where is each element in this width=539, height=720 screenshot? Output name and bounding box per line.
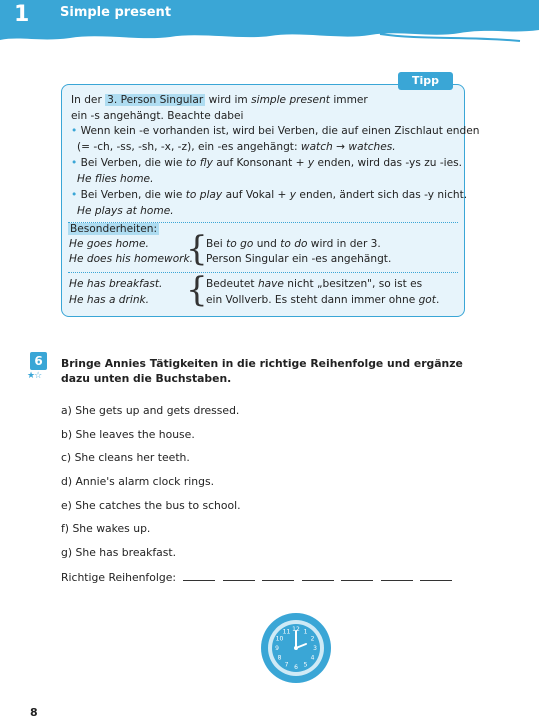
exercise-instruction: Bringe Annies Tätigkeiten in die richtige Reihenfolge und ergänze dazu unten die Buchstaben.: [61, 357, 463, 385]
exercise-number-badge: 6: [30, 352, 47, 370]
example-does: He does his homework.: [69, 253, 194, 265]
exercise-item-f: f) She wakes up.: [61, 522, 151, 535]
answer-blank-4[interactable]: [302, 570, 334, 581]
example-watch: watch: [300, 141, 333, 153]
order-label: Richtige Reihenfolge:: [61, 571, 176, 584]
highlight-third-person: 3. Person Singular: [107, 94, 204, 106]
clock-number: 8: [277, 654, 282, 662]
exercise-item-g: g) She has breakfast.: [61, 546, 177, 559]
special-2-line2-post: .: [435, 294, 440, 306]
special-1-text-line2: Person Singular ein -es angehängt.: [206, 253, 392, 265]
clock-number: 3: [313, 645, 317, 652]
brace-icon: {: [186, 270, 208, 310]
special-2-line2-pre: ein Vollverb. Es steht dann immer ohne: [206, 294, 419, 306]
letter-y: y: [289, 189, 297, 201]
alarm-clock-icon: [258, 610, 334, 686]
answer-blank-7[interactable]: [420, 570, 452, 581]
answer-blank-2[interactable]: [223, 570, 255, 581]
clock-number: 6: [294, 664, 298, 671]
example-plays: He plays at home.: [77, 205, 174, 217]
special-1-post: wird in der 3.: [307, 238, 381, 250]
clock-number: 4: [310, 654, 315, 662]
tip-intro-mid: wird im: [205, 94, 252, 106]
tip-intro-line1: [71, 93, 368, 107]
divider: [68, 272, 458, 273]
special-2-pre: Bedeutet: [206, 278, 258, 290]
special-label: [68, 222, 159, 236]
letter-y: y: [307, 157, 315, 169]
tip-bullet-3: [71, 188, 467, 202]
answer-blank-5[interactable]: [341, 570, 373, 581]
special-1-text-line1: [206, 237, 381, 251]
example-has-drink: He has a drink.: [69, 294, 150, 306]
special-1-example-2: [69, 252, 193, 266]
tip-intro-simple-present: simple present: [251, 94, 330, 106]
special-1-mid: und: [253, 238, 281, 250]
clock-number: 2: [310, 635, 315, 643]
arrow-right-icon: →: [336, 141, 346, 153]
example-have: have: [257, 278, 284, 290]
clock-number: 12: [292, 626, 300, 633]
example-watches: watches.: [348, 141, 396, 153]
bullet-icon: •: [71, 189, 78, 201]
special-2-example-2: [69, 293, 149, 307]
tip-intro-pre: In der: [71, 94, 106, 106]
exercise-item-b: b) She leaves the house.: [61, 428, 195, 441]
tip-bullet-3-example: [77, 204, 174, 218]
exercise-item-d: d) Annie's alarm clock rings.: [61, 475, 215, 488]
example-goes: He goes home.: [69, 238, 149, 250]
difficulty-stars-icon: ★☆: [27, 371, 42, 381]
tip-bullet-2-post: enden, wird das -ys zu -ies.: [314, 157, 463, 169]
bullet-icon: •: [71, 157, 78, 169]
example-got: got: [418, 294, 436, 306]
example-to-play: to play: [185, 189, 223, 201]
order-row: [61, 570, 452, 584]
answer-blank-3[interactable]: [262, 570, 294, 581]
special-2-post: nicht „besitzen", so ist es: [283, 278, 423, 290]
unit-number: 1: [14, 2, 30, 27]
special-1-example-1: [69, 237, 149, 251]
tip-bullet-3-pre: Bei Verben, die wie: [80, 189, 186, 201]
example-to-do: to do: [280, 238, 308, 250]
tip-intro-line2: ein -s angehängt. Beachte dabei: [71, 110, 244, 122]
tip-bullet-2-mid: auf Konsonant +: [212, 157, 308, 169]
tip-bullet-3-mid: auf Vokal +: [222, 189, 290, 201]
special-2-example-1: [69, 277, 162, 291]
special-label-text: Besonderheiten:: [70, 223, 158, 235]
bullet-icon: •: [71, 125, 78, 137]
clock-number: 7: [284, 661, 289, 669]
tip-bullet-1-pre: (= -ch, -ss, -sh, -x, -z), ein -es angehängt:: [77, 141, 301, 153]
brace-icon: {: [186, 229, 208, 269]
tip-intro-post: immer: [329, 94, 368, 106]
example-to-go: to go: [226, 238, 254, 250]
tip-bullet-1-line2: [77, 140, 396, 154]
special-2-text-line1: [206, 277, 422, 291]
special-1-pre: Bei: [206, 238, 227, 250]
example-flies: He flies home.: [77, 173, 154, 185]
clock-number: 1: [303, 628, 308, 636]
example-has-breakfast: He has breakfast.: [69, 278, 163, 290]
tip-bullet-2: [71, 156, 462, 170]
clock-number: 10: [275, 635, 284, 643]
tip-bullet-2-pre: Bei Verben, die wie: [80, 157, 186, 169]
exercise-item-e: e) She catches the bus to school.: [61, 499, 241, 512]
example-to-fly: to fly: [185, 157, 213, 169]
tip-label: Tipp: [398, 72, 453, 90]
clock-number: 5: [303, 661, 308, 669]
unit-header: [0, 0, 539, 40]
special-2-text-line2: [206, 293, 439, 307]
page-number: 8: [30, 706, 38, 719]
answer-blank-1[interactable]: [183, 570, 215, 581]
tip-bullet-2-example: [77, 172, 153, 186]
answer-blank-6[interactable]: [381, 570, 413, 581]
exercise-item-a: a) She gets up and gets dressed.: [61, 404, 240, 417]
exercise-item-c: c) She cleans her teeth.: [61, 451, 190, 464]
tip-bullet-3-post: enden, ändert sich das -y nicht.: [296, 189, 468, 201]
tip-bullet-1-line1: Wenn kein -e vorhanden ist, wird bei Verben, die auf einen Zischlaut enden: [80, 125, 480, 137]
clock-number: 9: [275, 645, 279, 652]
tip-bullet-1: [71, 124, 479, 138]
unit-title: Simple present: [60, 5, 172, 20]
clock-number: 11: [282, 628, 291, 636]
